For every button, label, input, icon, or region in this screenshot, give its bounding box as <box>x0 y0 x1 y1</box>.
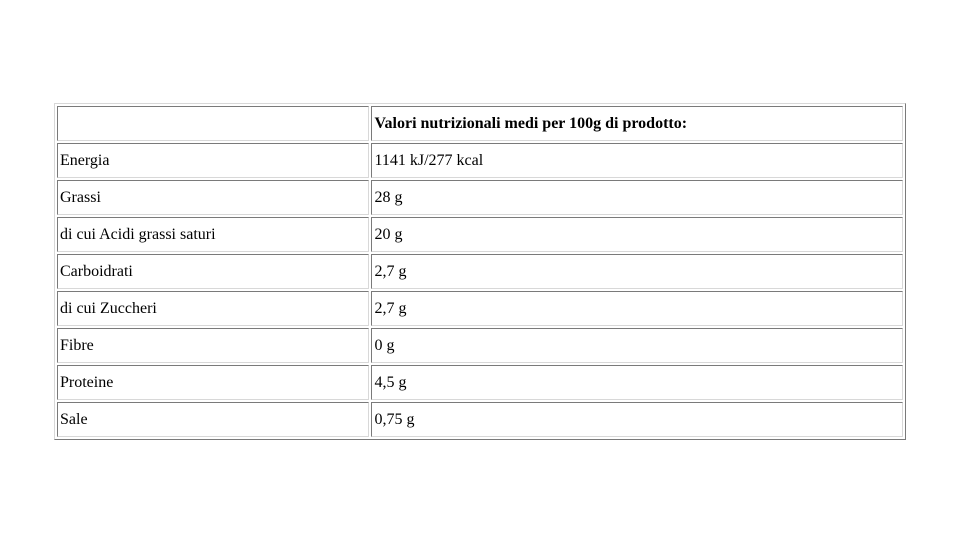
table-row <box>57 143 903 178</box>
nutrient-label: di cui Zuccheri <box>57 291 369 326</box>
nutrient-label: Grassi <box>57 180 369 215</box>
table-row <box>57 254 903 289</box>
nutrient-value: 4,5 g <box>371 365 903 400</box>
table-row <box>57 365 903 400</box>
table-row <box>57 328 903 363</box>
nutrient-label: di cui Acidi grassi saturi <box>57 217 369 252</box>
table-row <box>57 217 903 252</box>
nutrient-label: Fibre <box>57 328 369 363</box>
nutrient-value: 0 g <box>371 328 903 363</box>
nutrient-value: 20 g <box>371 217 903 252</box>
nutrient-label: Energia <box>57 143 369 178</box>
header-label-cell <box>57 106 369 141</box>
nutrient-value: 0,75 g <box>371 402 903 437</box>
nutrient-label: Carboidrati <box>57 254 369 289</box>
nutrient-label: Proteine <box>57 365 369 400</box>
table-row <box>57 291 903 326</box>
nutrient-value: 1141 kJ/277 kcal <box>371 143 903 178</box>
table-header-row <box>57 106 903 141</box>
nutrient-value: 28 g <box>371 180 903 215</box>
nutrient-label: Sale <box>57 402 369 437</box>
nutrient-value: 2,7 g <box>371 254 903 289</box>
nutrient-value: 2,7 g <box>371 291 903 326</box>
table-row <box>57 402 903 437</box>
table-row <box>57 180 903 215</box>
nutrition-table <box>54 103 906 440</box>
header-value-cell: Valori nutrizionali medi per 100g di prodotto: <box>371 106 903 141</box>
